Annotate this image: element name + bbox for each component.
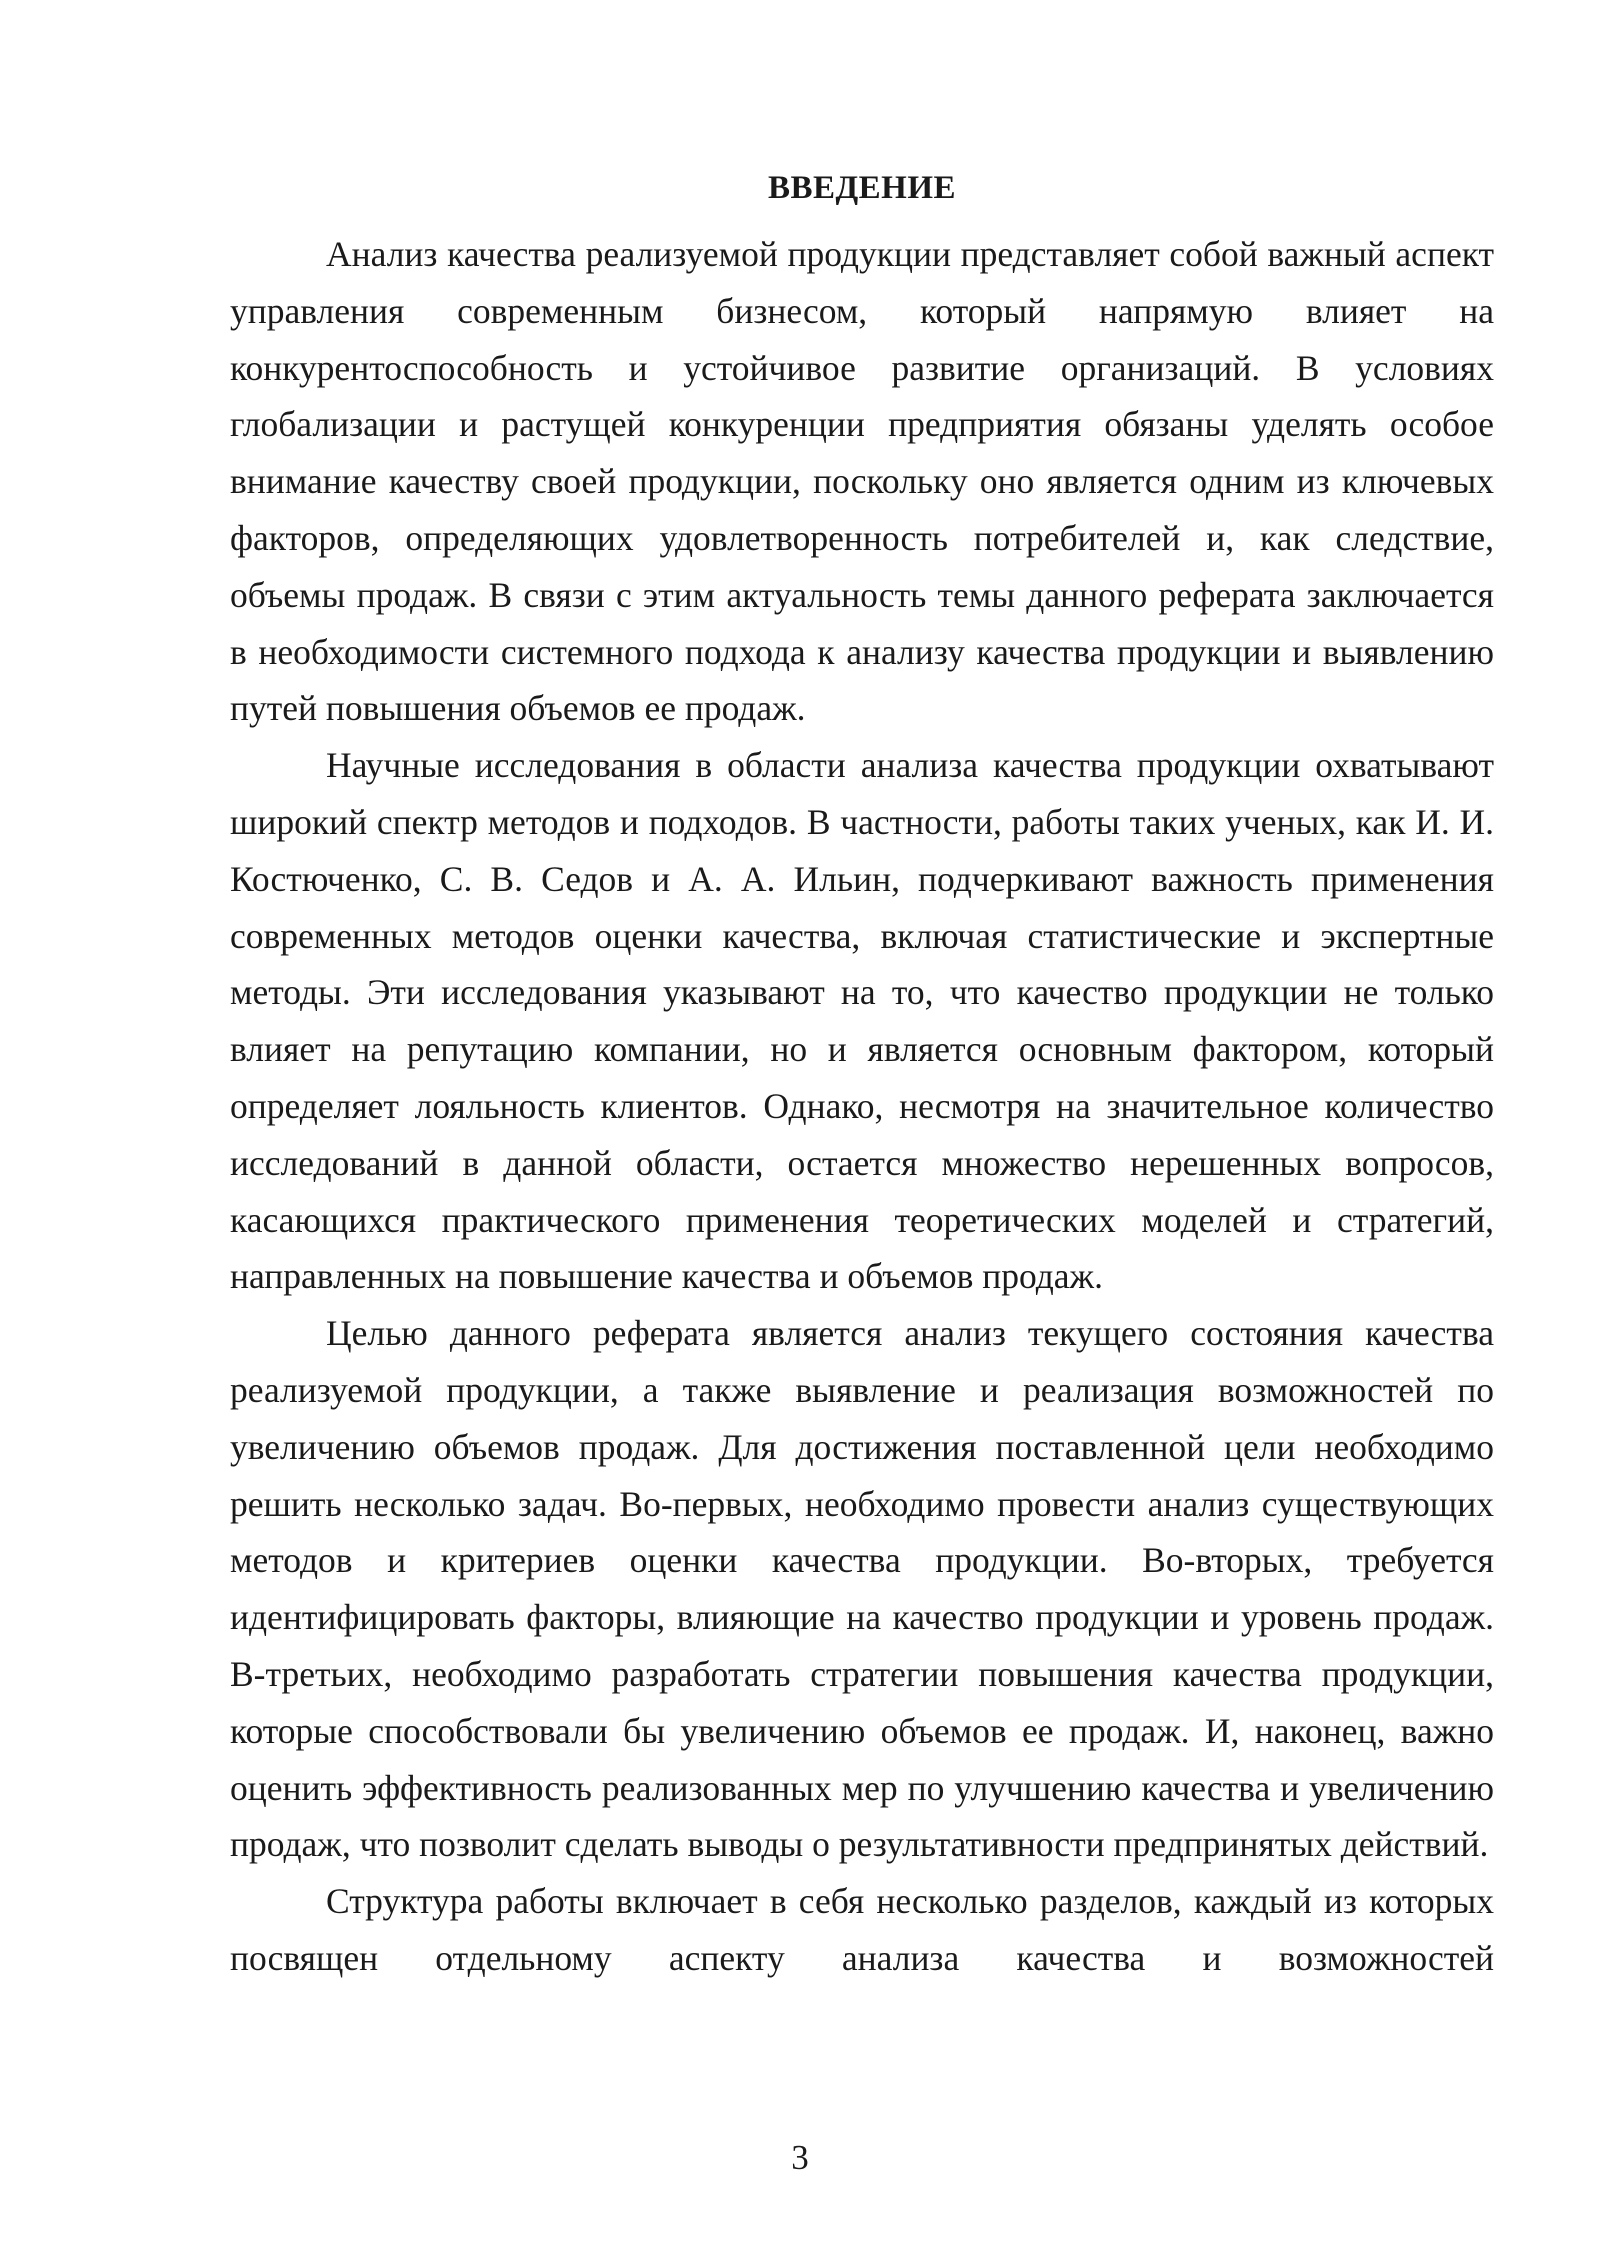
paragraph-intro: Анализ качества реализуемой продукции представляет собой важный аспект управления современным бизнесом, который напрямую влияет на конкурентоспособность и устойчивое развитие организаций. В условиях глобализации и растущей конкуренции предприятия обязаны уделять особое внимание качеству своей продукции, поскольку оно является одним из ключевых факторов, определяющих удовлетворенность потребителей и, как следствие, объемы продаж. В связи с этим актуальность темы данного реферата заключается в необходимости системного подхода к анализу качества продукции и выявлению путей повышения объемов ее продаж. (230, 234, 1494, 729)
document-page (230, 160, 1494, 1987)
page-number: 3 (791, 2138, 809, 2177)
paragraph-research: Научные исследования в области анализа качества продукции охватывают широкий спектр методов и подходов. В частности, работы таких ученых, как И. И. Костюченко, С. В. Седов и А. А. Ильин, подчеркивают важность применения современных методов оценки качества, включая статистические и экспертные методы. Эти исследования указывают на то, что качество продукции не только влияет на репутацию компании, но и является основным фактором, который определяет лояльность клиентов. Однако, несмотря на значительное количество исследований в данной области, остается множество нерешенных вопросов, касающихся практического применения теоретических моделей и стратегий, направленных на повышение качества и объемов продаж. (230, 745, 1494, 1297)
paragraph-goal: Целью данного реферата является анализ текущего состояния качества реализуемой продукции, а также выявление и реализация возможностей по увеличению объемов продаж. Для достижения поставленной цели необходимо решить несколько задач. Во-первых, необходимо провести анализ существующих методов и критериев оценки качества продукции. Во-вторых, требуется идентифицировать факторы, влияющие на качество продукции и уровень продаж. В-третьих, необходимо разработать стратегии повышения качества продукции, которые способствовали бы увеличению объемов ее продаж. И, наконец, важно оценить эффективность реализованных мер по улучшению качества и увеличению продаж, что позволит сделать выводы о результативности предпринятых действий. (230, 1313, 1494, 1865)
paragraph-structure: Структура работы включает в себя несколько разделов, каждый из которых посвящен отдельному аспекту анализа качества и возможностей (230, 1881, 1494, 1978)
section-title: ВВЕДЕНИЕ (767, 170, 957, 206)
